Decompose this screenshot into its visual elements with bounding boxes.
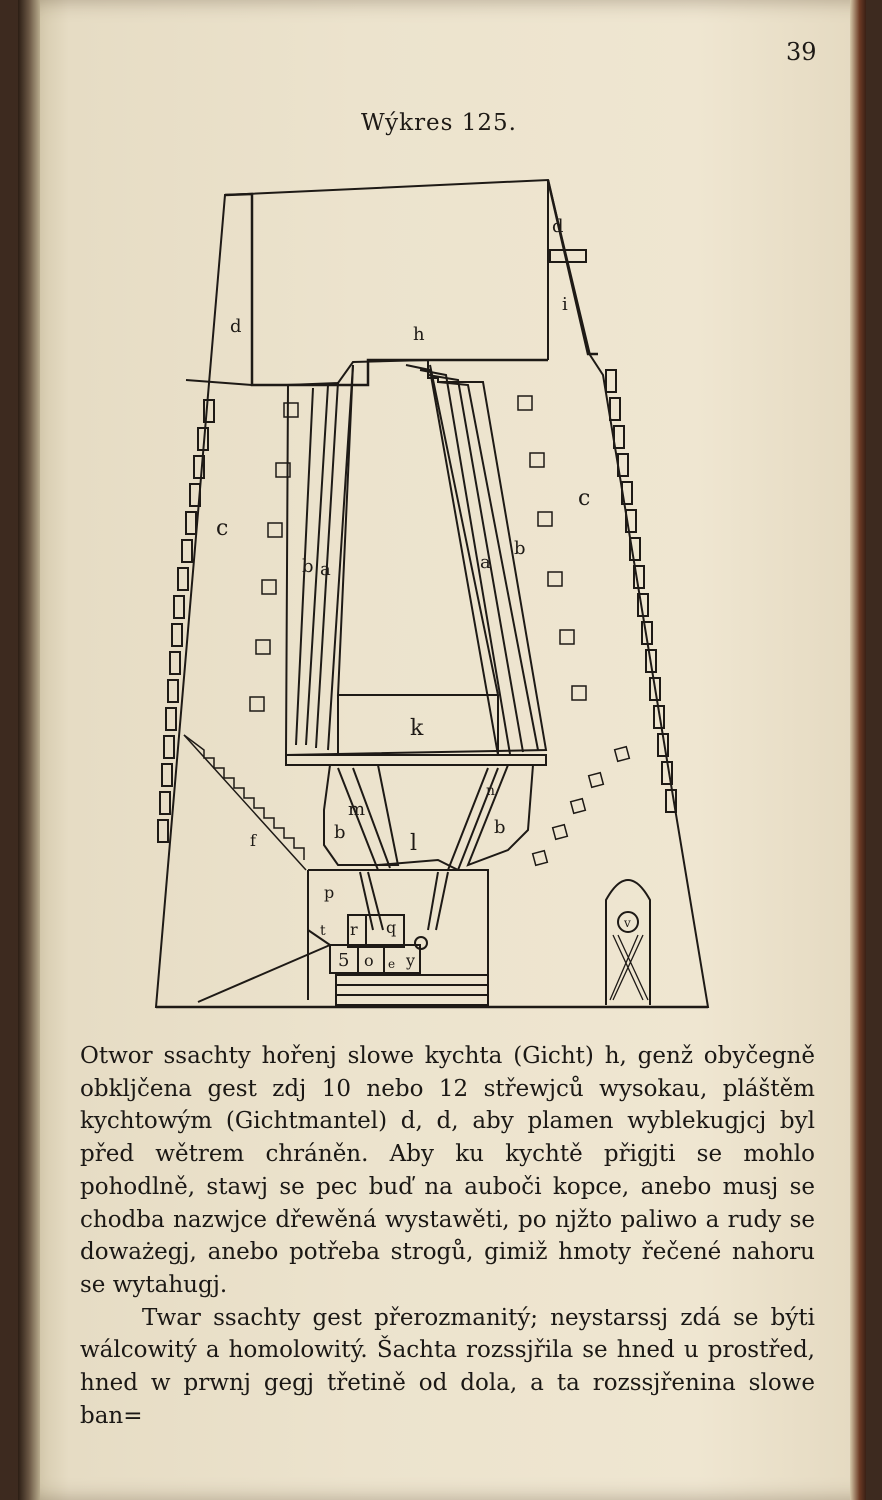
body-text: [80, 1040, 815, 1432]
figure-title: Wýkres 125.: [361, 110, 517, 136]
label-d-left: d: [230, 316, 242, 337]
label-d-right: d: [552, 216, 564, 237]
label-a-left: a: [320, 559, 331, 580]
vent-openings: [250, 396, 629, 865]
binding-shadow: [18, 0, 40, 1500]
page-number: 39: [786, 38, 817, 66]
wall-blocks-left: [158, 400, 214, 842]
paragraph-1: Otwor ssachty hořenj slowe kychta (Gicht) h, genž obyčegně obkljčena gest zdj 10 nebo 12 střewjců wysokau, pláštěm kychtowým (Gichtmantel) d, d, aby plamen wyblekugjcj byl před wětrem chráněn. Aby ku kychtě přigjti se mohlo pohodlně, stawj se pec buď na auboči kopce, anebo musj se chodba nazwjce dřewěná wystawěti, po njžto paliwo a rudy se doważegj, anebo potřeba strogů, gimiž hmoty řečené nahoru se wytahugj.: [80, 1043, 815, 1298]
label-e: e: [388, 957, 396, 971]
label-m: m: [348, 799, 366, 820]
label-p: p: [324, 883, 335, 902]
label-f: f: [250, 831, 256, 850]
label-v: v: [624, 916, 631, 930]
label-r: r: [350, 920, 358, 939]
furnace-diagram: [138, 170, 718, 1015]
label-c-left: c: [216, 516, 229, 541]
label-t: t: [320, 923, 326, 939]
label-l: l: [410, 831, 418, 856]
furnace-outline: [156, 180, 708, 1007]
book-page: [18, 0, 866, 1500]
tuyere-arch: [606, 880, 650, 1005]
label-5: 5: [338, 950, 350, 971]
label-b-right: b: [514, 538, 526, 559]
label-n: n: [486, 783, 496, 799]
label-k: k: [410, 716, 424, 741]
label-q: q: [386, 918, 397, 937]
label-i: i: [562, 294, 568, 315]
paragraph-2: Twar ssachty gest přerozmanitý; neystarssj zdá se býti wálcowitý a homolowitý. Šachta rozssjřila se hned u prostřed, hned w prwnj gegj třetině od dola, a ta rozssjřenina slowe ban=: [80, 1304, 815, 1429]
label-o: o: [364, 951, 374, 970]
label-b-low-left: b: [334, 822, 346, 843]
label-b-low-right: b: [494, 817, 506, 838]
label-c-right: c: [578, 486, 591, 511]
kychta-mantle: [225, 180, 598, 385]
label-b-left: b: [302, 556, 314, 577]
label-a-right: a: [480, 552, 491, 573]
label-h: h: [413, 324, 425, 345]
page-edge: [850, 0, 866, 1500]
label-y: y: [406, 951, 416, 970]
